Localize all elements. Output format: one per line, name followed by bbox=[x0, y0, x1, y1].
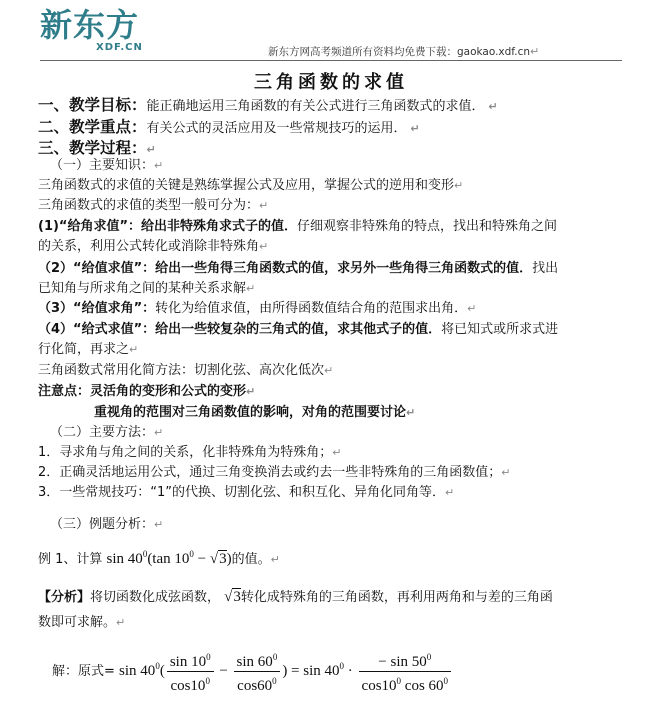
method-item: 1．寻求角与角之间的关系，化非特殊角为特殊角；↵ bbox=[38, 445, 342, 460]
solution: 解：原式= $\sin 40^0$( $\frac{\sin 10^0}{\cos 10^0}$ − $\frac{\sin 60^0}{\cos 60^0}$ ) = $\sin 40^0$ · $\frac{- \sin 50^0}{\cos 10^0 \cos 60^0}$ bbox=[52, 648, 453, 695]
header-note: 新东方网高考频道所有资料均免费下载：gaokao.xdf.cn↵ bbox=[268, 45, 540, 58]
note-line-2: 重视角的范围对三角函数值的影响，对角的范围要讨论↵ bbox=[94, 405, 416, 420]
methods-heading: （二）主要方法：↵ bbox=[50, 425, 164, 440]
type-4: （4）“给式求值”：给出一些较复杂的三角式的值，求其他式子的值．将已知式或所求式进 bbox=[38, 322, 559, 337]
method-item: 3．一些常规技巧：“1”的代换、切割化弦、和积互化、异角化同角等．↵ bbox=[38, 485, 455, 500]
note-line-1: 注意点：灵活角的变形和公式的变形↵ bbox=[38, 384, 256, 399]
type-2-cont: 已知角与所求角之间的某种关系求解↵ bbox=[38, 281, 256, 296]
example-1: 例 1、计算 $\sin 40^0(\tan$ $10^0 - √3$)的值。↵ bbox=[38, 549, 280, 567]
knowledge-p1: 三角函数式的求值的关键是熟练掌握公式及应用，掌握公式的逆用和变形↵ bbox=[38, 178, 464, 193]
xdf-logo bbox=[40, 8, 168, 58]
teaching-process: 三、教学过程：↵ bbox=[38, 139, 156, 157]
knowledge-p2: 三角函数式的求值的类型一般可分为：↵ bbox=[38, 198, 269, 213]
example-1-formula: $\sin 40^0(\tan$ $10^0 - √3$) bbox=[106, 549, 232, 567]
teaching-key: 二、教学重点：有关公式的灵活应用及一些常规技巧的运用． ↵ bbox=[38, 118, 420, 136]
method-item: 2．正确灵活地运用公式，通过三角变换消去或约去一些非特殊角的三角函数值；↵ bbox=[38, 465, 511, 480]
knowledge-heading: （一）主要知识：↵ bbox=[50, 158, 164, 173]
analysis: 【分析】将切函数化成弦函数， √3转化成特殊角的三角函数，再利用两角和与差的三角函 bbox=[38, 589, 553, 605]
type-1-cont: 的关系，利用公式转化或消除非特殊角↵ bbox=[38, 239, 269, 254]
header-rule bbox=[40, 60, 622, 61]
solution-formula: $\sin 40^0$( $\frac{\sin 10^0}{\cos 10^0}$ − $\frac{\sin 60^0}{\cos 60^0}$ ) = $\sin 40^0$ · $\frac{- \sin 50^0}{\cos 10^0 \cos 60^0}$ bbox=[119, 663, 453, 679]
type-2: （2）“给值求值”：给出一些角得三角函数式的值，求另外一些角得三角函数式的值．找出 bbox=[38, 261, 559, 276]
logo-sub-text: XDF.CN bbox=[96, 42, 143, 53]
type-4-cont: 行化简，再求之↵ bbox=[38, 342, 139, 357]
logo-main-text: 新东方 bbox=[40, 6, 140, 44]
type-1: (1)“给角求值”：给出非特殊角求式子的值．仔细观察非特殊角的特点，找出和特殊角之间 bbox=[38, 219, 558, 234]
page-title: 三角函数的求值 bbox=[254, 72, 408, 93]
examples-heading: （三）例题分析：↵ bbox=[50, 517, 164, 532]
teaching-goal: 一、教学目标：能正确地运用三角函数的有关公式进行三角函数式的求值． ↵ bbox=[38, 96, 498, 114]
simplify-methods: 三角函数式常用化简方法：切割化弦、高次化低次↵ bbox=[38, 363, 334, 378]
analysis-cont: 数即可求解。↵ bbox=[38, 615, 126, 630]
type-3: （3）“给值求角”：转化为给值求值，由所得函数值结合角的范围求出角．↵ bbox=[38, 301, 477, 316]
